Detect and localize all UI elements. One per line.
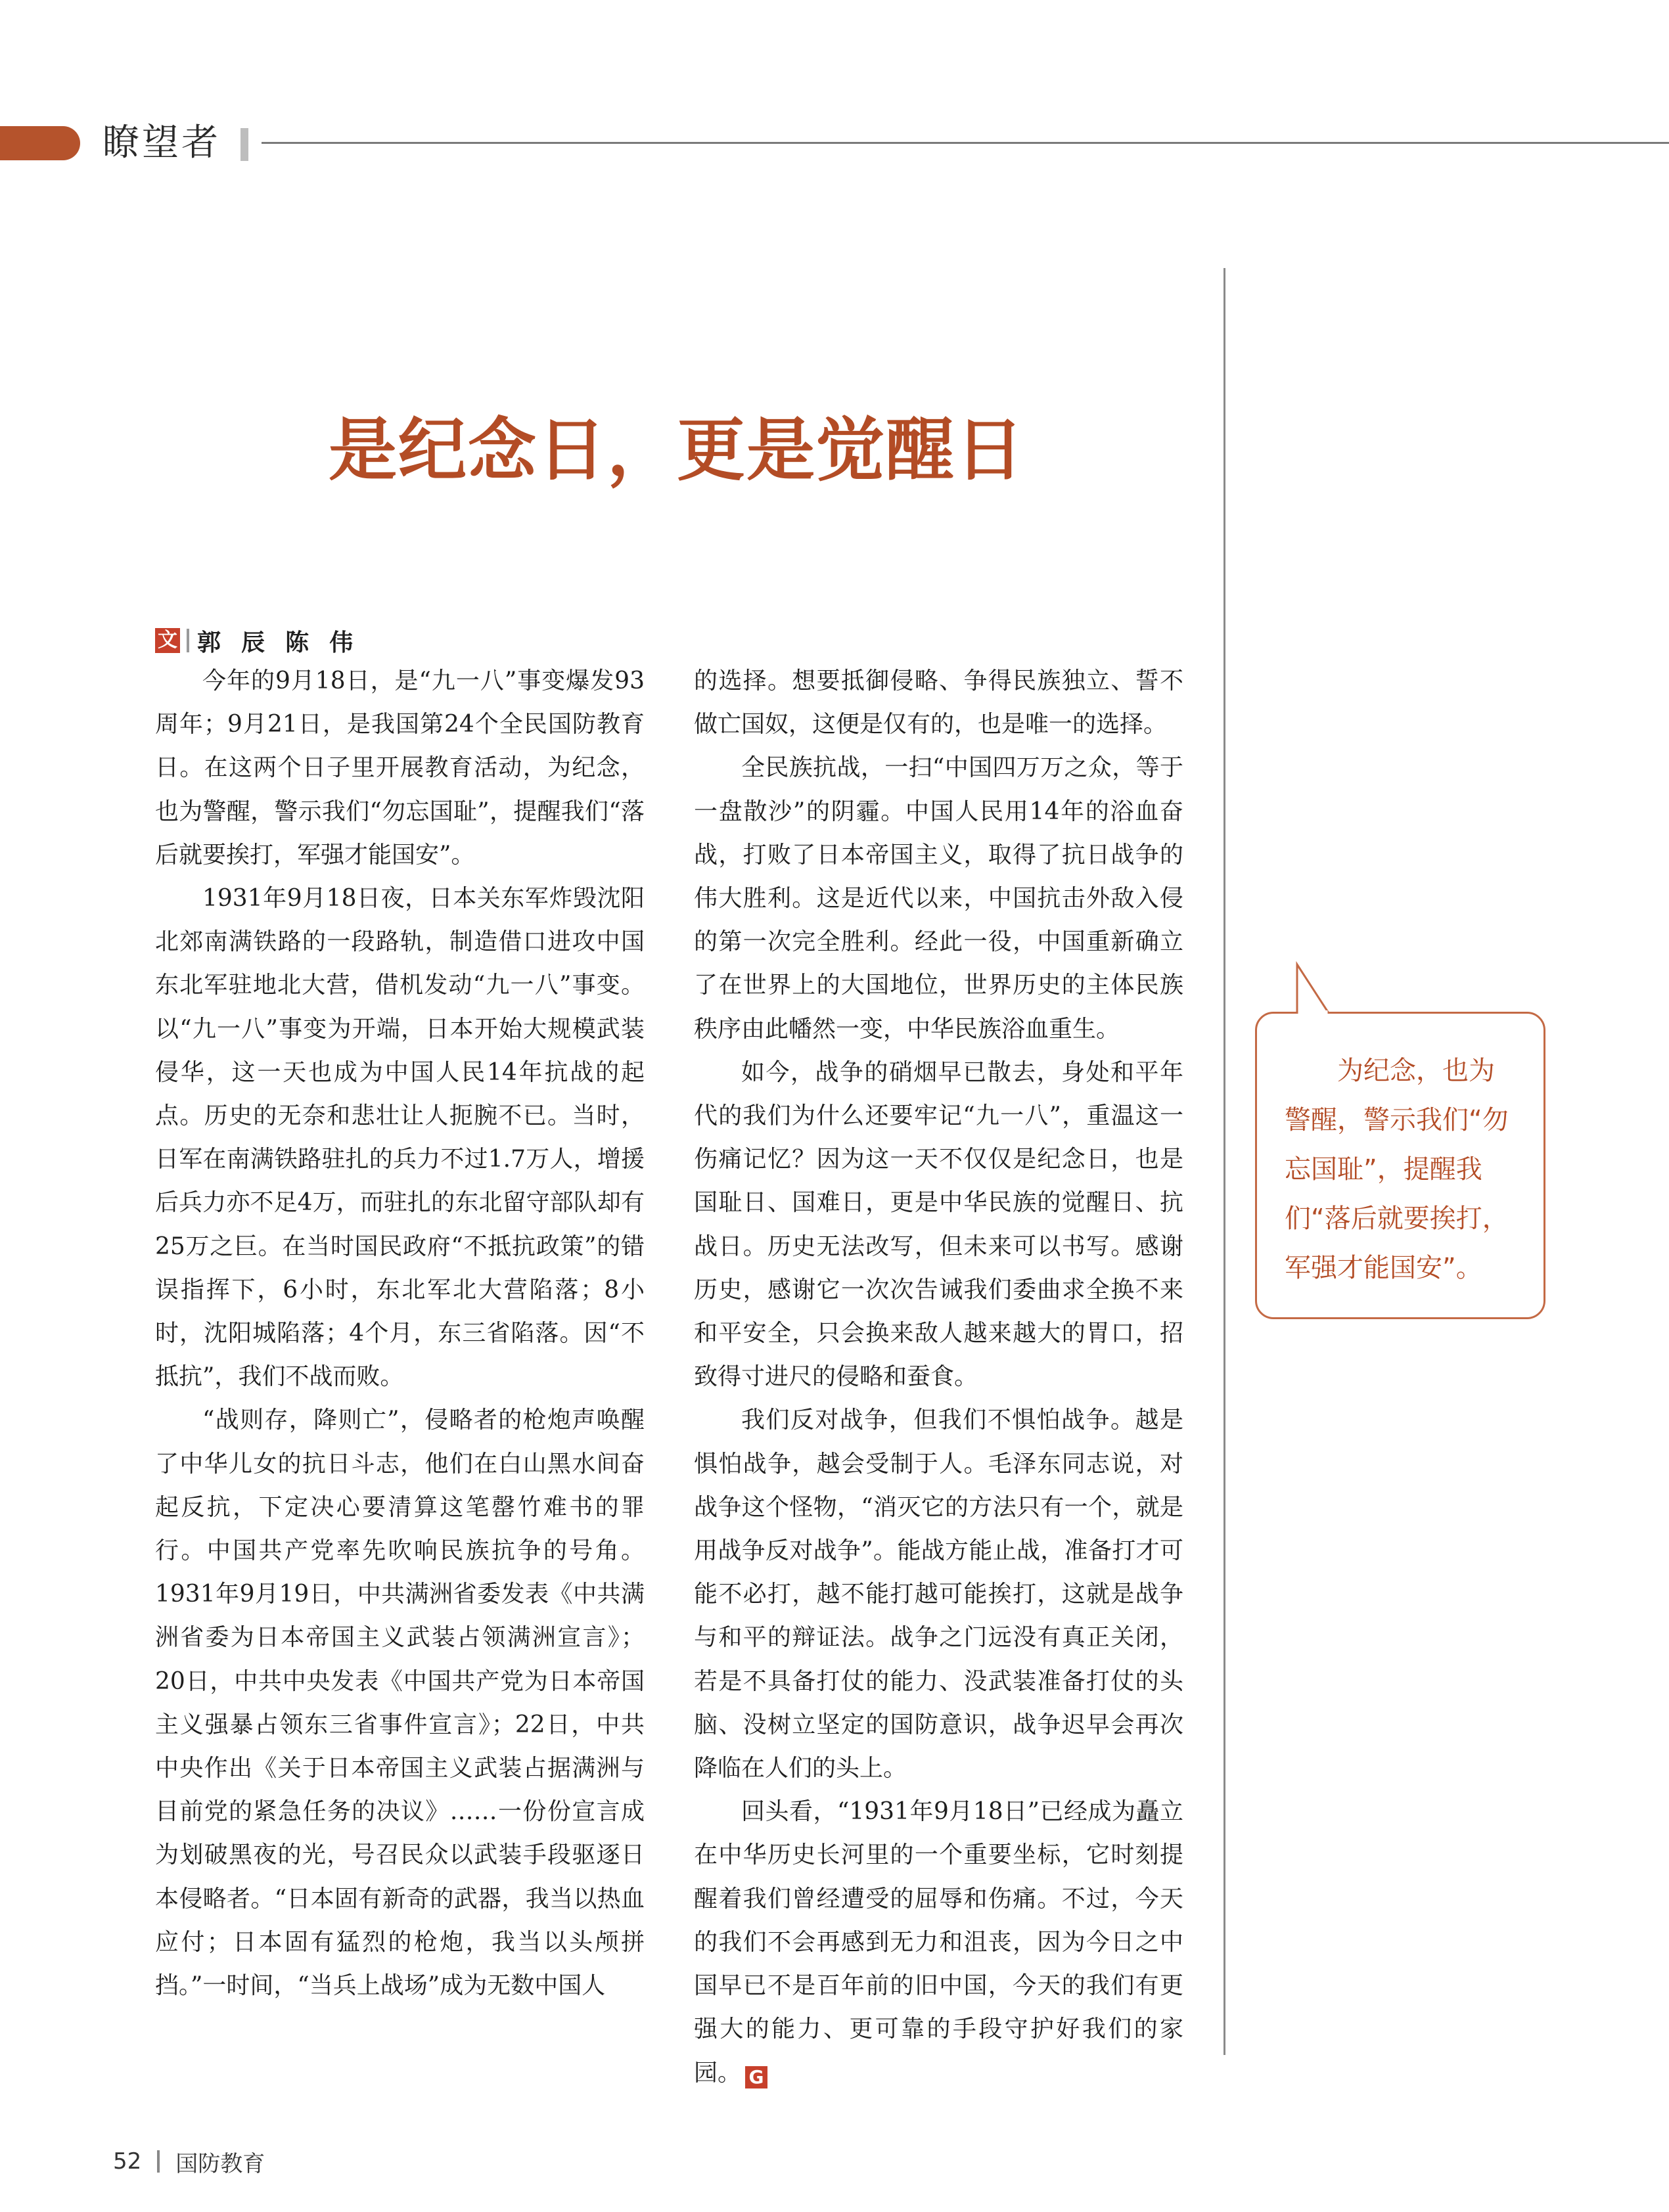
byline-mark: 文: [155, 628, 180, 653]
paragraph-continuation: 的选择。想要抵御侵略、争得民族独立、誓不做亡国奴，这便是仅有的，也是唯一的选择。: [694, 667, 1183, 738]
article-title: 是纪念日，更是觉醒日: [329, 410, 1026, 490]
paragraph: “战则存，降则亡”，侵略者的枪炮声唤醒了中华儿女的抗日斗志，他们在白山黑水间奋起反抗，下定决心要清算这笔罄竹难书的罪行。中国共产党率先吹响民族抗争的号角。1931年9月19日，中共满洲省委发表《中共满洲省委为日本帝国主义武装占领满洲宣言》；20日，中共中央发表《中国共产党为日本帝国主义强暴占领东三省事件宣言》；22日，中共中央作出《关于日本帝国主义武装占据满洲与目前党的紧急任务的决议》……一份份宣言成为划破黑夜的光，号召民众以武装手段驱逐日本侵略者。“日本固有新奇的武器，我当以热血应付；日本固有猛烈的枪炮，我当以头颅拼挡。”一时间，“当兵上战场”成为无数中国人: [155, 1407, 645, 2000]
pull-quote-tail-mask: [1288, 1010, 1354, 1016]
paragraph: 全民族抗战，一扫“中国四万万之众，等于一盘散沙”的阴霾。中国人民用14年的浴血奋战，打败了日本帝国主义，取得了抗日战争的伟大胜利。这是近代以来，中国抗击外敌入侵的第一次完全胜利。经此一役，中国重新确立了在世界上的大国地位，世界历史的主体民族秩序由此幡然一变，中华民族浴血重生。: [694, 754, 1183, 1043]
byline-authors: 郭 辰 陈 伟: [197, 629, 355, 656]
page-number: 52: [113, 2148, 142, 2175]
pull-quote-tail: [1288, 963, 1354, 1016]
footer: [113, 2145, 265, 2178]
section-title: 瞭望者: [103, 122, 221, 164]
paragraph-text: 回头看，“1931年9月18日”已经成为矗立在中华历史长河里的一个重要坐标，它时刻提醒着我们曾经遭受的屈辱和伤痛。不过，今天的我们不会再感到无力和沮丧，因为今日之中国早已不是百年前的旧中国，今天的我们有更强大的能力、更可靠的手段守护好我们的家园。: [694, 1798, 1183, 2087]
end-mark-icon: G: [745, 2066, 767, 2088]
pull-quote-text: 为纪念，也为警醒，警示我们“勿忘国耻”，提醒我们“落后就要挨打，军强才能国安”。: [1285, 1056, 1509, 1283]
paragraph: 我们反对战争，但我们不惧怕战争。越是惧怕战争，越会受制于人。毛泽东同志说，对战争这个怪物，“消灭它的方法只有一个，就是用战争反对战争”。能战方能止战，准备打才可能不必打，越不能打越可能挨打，这就是战争与和平的辩证法。战争之门远没有真正关闭，若是不具备打仗的能力、没武装准备打仗的头脑、没树立坚定的国防意识，战争迟早会再次降临在人们的头上。: [694, 1407, 1183, 1782]
paragraph: 今年的9月18日，是“九一八”事变爆发93周年；9月21日，是我国第24个全民国防教育日。在这两个日子里开展教育活动，为纪念，也为警醒，警示我们“勿忘国耻”，提醒我们“落后就要挨打，军强才能国安”。: [155, 667, 645, 869]
footer-divider: [157, 2150, 160, 2173]
header-divider: [240, 128, 248, 161]
right-column: [694, 660, 1183, 2095]
column-divider-rule: [1223, 268, 1225, 2055]
paragraph: 如今，战争的硝烟早已散去，身处和平年代的我们为什么还要牢记“九一八”，重温这一伤痛记忆？因为这一天不仅仅是纪念日，也是国耻日、国难日，更是中华民族的觉醒日、抗战日。历史无法改写，但未来可以书写。感谢历史，感谢它一次次告诫我们委曲求全换不来和平安全，只会换来敌人越来越大的胃口，招致得寸进尺的侵略和蚕食。: [694, 1058, 1183, 1391]
pull-quote: [1255, 1012, 1545, 1319]
section-marker: [0, 126, 80, 160]
magazine-name: 国防教育: [175, 2150, 265, 2177]
byline: [155, 625, 354, 656]
header-rule: [262, 142, 1669, 144]
paragraph: [694, 1790, 1183, 2094]
byline-divider: [187, 629, 189, 652]
paragraph: 1931年9月18日夜，日本关东军炸毁沈阳北郊南满铁路的一段路轨，制造借口进攻中国东北军驻地北大营，借机发动“九一八”事变。以“九一八”事变为开端，日本开始大规模武装侵华，这一天也成为中国人民14年抗战的起点。历史的无奈和悲壮让人扼腕不已。当时，日军在南满铁路驻扎的兵力不过1.7万人，增援后兵力亦不足4万，而驻扎的东北留守部队却有25万之巨。在当时国民政府“不抵抗政策”的错误指挥下，6小时，东北军北大营陷落；8小时，沈阳城陷落；4个月，东三省陷落。因“不抵抗”，我们不战而败。: [155, 885, 645, 1391]
left-column: [155, 660, 645, 2008]
